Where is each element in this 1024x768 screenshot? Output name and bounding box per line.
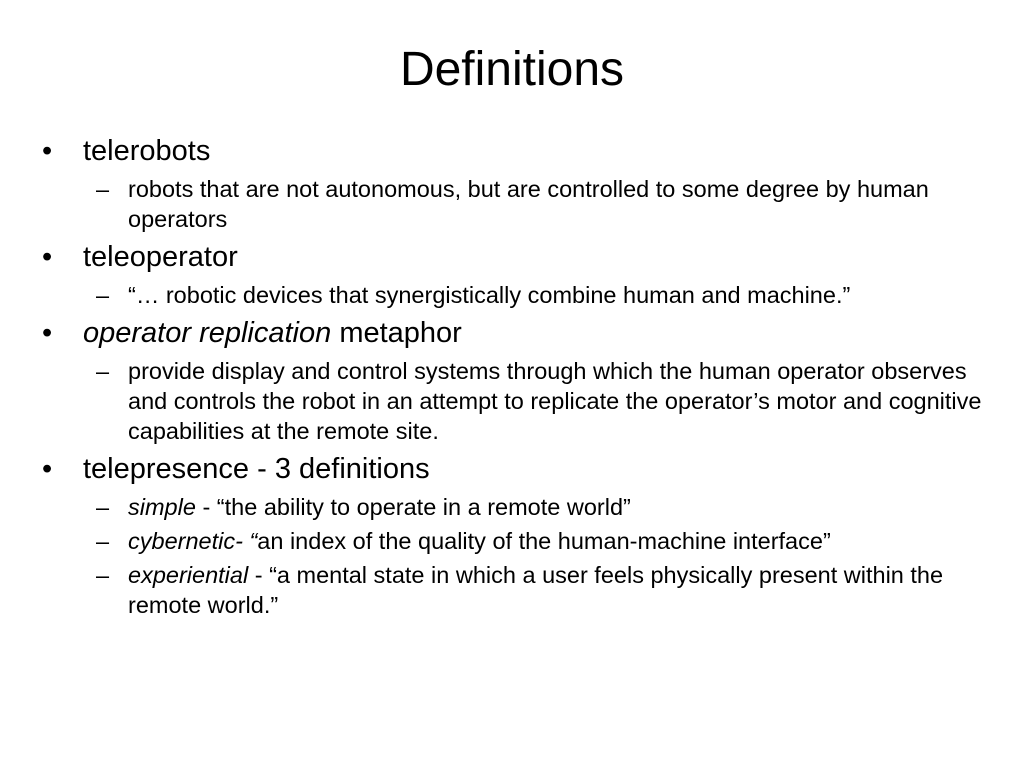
bullet-item xyxy=(40,450,990,488)
bullet-item xyxy=(40,314,990,352)
bullet-italic-text: operator replication xyxy=(83,317,332,349)
bullet-text: telepresence - 3 definitions xyxy=(83,453,430,485)
bullet-icon: • xyxy=(42,241,53,273)
dash-icon: – xyxy=(96,358,110,384)
bullet-icon: • xyxy=(42,453,53,485)
sub-bullet-item xyxy=(40,492,990,522)
dash-icon: – xyxy=(96,562,110,588)
sub-bullet-item xyxy=(40,560,990,620)
bullet-item xyxy=(40,238,990,276)
sub-bullet-italic-text: cybernetic- “ xyxy=(128,528,258,554)
sub-bullet-text: “… robotic devices that synergistically combine human and machine.” xyxy=(128,282,851,308)
bullet-text: telerobots xyxy=(83,135,211,167)
sub-bullet-item xyxy=(40,280,990,310)
bullet-list xyxy=(40,128,990,624)
bullet-group-telepresence xyxy=(40,450,990,620)
sub-bullet-italic-text: experiential xyxy=(128,562,249,588)
dash-icon: – xyxy=(96,176,110,202)
sub-bullet-text: robots that are not autonomous, but are controlled to some degree by human operators xyxy=(128,176,929,232)
bullet-text: metaphor xyxy=(331,317,462,349)
bullet-icon: • xyxy=(42,317,53,349)
dash-icon: – xyxy=(96,282,110,308)
dash-icon: – xyxy=(96,528,110,554)
slide-title: Definitions xyxy=(399,43,625,96)
bullet-group-operator-replication xyxy=(40,314,990,446)
sub-bullet-item xyxy=(40,356,990,446)
bullet-text: teleoperator xyxy=(83,241,238,273)
bullet-group-teleoperator xyxy=(40,238,990,310)
sub-bullet-text: provide display and control systems through which the human operator observes and controls the robot in an attempt to replicate the operator’s motor and cognitive capabilities at the remote site. xyxy=(128,358,982,444)
bullet-group-telerobots xyxy=(40,132,990,234)
sub-bullet-item xyxy=(40,526,990,556)
sub-bullet-text: - “a mental state in which a user feels physically present within the remote world.” xyxy=(128,562,944,618)
sub-bullet-italic-text: simple xyxy=(128,494,196,520)
sub-bullet-item xyxy=(40,174,990,234)
bullet-item xyxy=(40,132,990,170)
bullet-icon: • xyxy=(42,135,53,167)
dash-icon: – xyxy=(96,494,110,520)
sub-bullet-text: - “the ability to operate in a remote world” xyxy=(195,494,631,520)
sub-bullet-text: an index of the quality of the human-machine interface” xyxy=(257,528,831,554)
